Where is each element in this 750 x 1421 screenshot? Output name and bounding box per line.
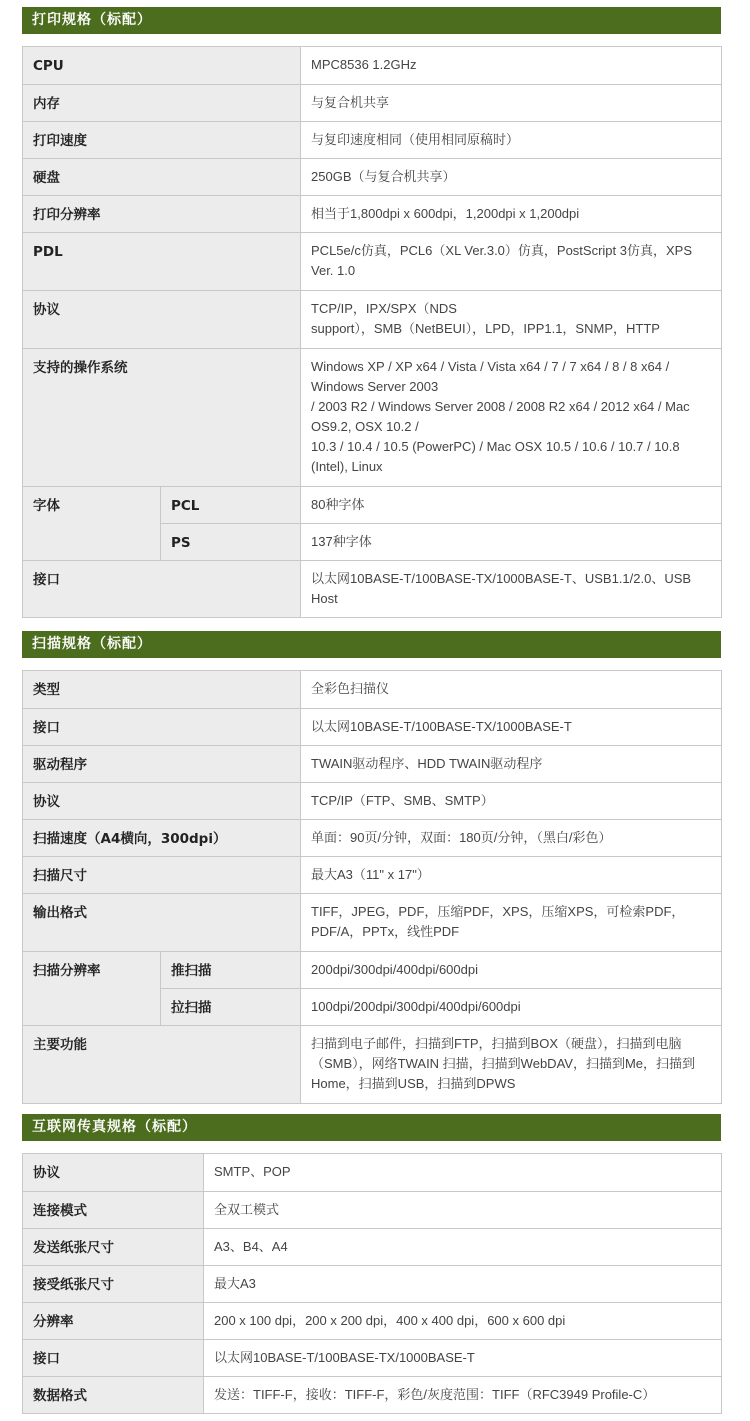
row-value: 全双工模式 — [204, 1192, 722, 1229]
table-row — [23, 746, 722, 783]
row-value: TIFF，JPEG，PDF，压缩PDF，XPS，压缩XPS，可检索PDF，PDF/A，PPTx，线性PDF — [301, 894, 722, 952]
row-label: 类型 — [23, 671, 301, 709]
table-row — [23, 894, 722, 952]
row-value: A3、B4、A4 — [204, 1229, 722, 1266]
table-row — [23, 857, 722, 894]
row-label: 协议 — [23, 783, 301, 820]
scan-spec-table — [22, 670, 722, 1104]
row-value: 最大A3（11" x 17"） — [301, 857, 722, 894]
row-label: 扫描速度（A4横向，300dpi） — [23, 820, 301, 857]
table-row — [23, 1340, 722, 1377]
row-value: 最大A3 — [204, 1266, 722, 1303]
row-value: TWAIN驱动程序、HDD TWAIN驱动程序 — [301, 746, 722, 783]
table-row — [23, 1266, 722, 1303]
print-spec-table — [22, 46, 722, 618]
row-value: 200dpi/300dpi/400dpi/600dpi — [301, 952, 722, 989]
row-value: 与复印速度相同（使用相同原稿时） — [301, 122, 722, 159]
table-row — [23, 1303, 722, 1340]
table-row — [23, 1026, 722, 1104]
row-label: PDL — [23, 233, 301, 291]
row-label: 分辨率 — [23, 1303, 204, 1340]
table-row — [23, 487, 722, 524]
row-value: 以太网10BASE-T/100BASE-TX/1000BASE-T、USB1.1/2.0、USB Host — [301, 561, 722, 618]
row-label: 支持的操作系统 — [23, 349, 301, 487]
row-value: 单面：90页/分钟，双面：180页/分钟，（黑白/彩色） — [301, 820, 722, 857]
table-row — [23, 47, 722, 85]
table-row — [23, 233, 722, 291]
table-row — [23, 349, 722, 487]
row-sublabel: 推扫描 — [161, 952, 301, 989]
table-row — [23, 1377, 722, 1414]
row-value: SMTP、POP — [204, 1154, 722, 1192]
row-value: MPC8536 1.2GHz — [301, 47, 722, 85]
table-row — [23, 671, 722, 709]
row-label: 扫描尺寸 — [23, 857, 301, 894]
row-label: 接口 — [23, 561, 301, 618]
row-value: 扫描到电子邮件，扫描到FTP，扫描到BOX（硬盘），扫描到电脑（SMB），网络TWAIN 扫描，扫描到WebDAV，扫描到Me，扫描到Home，扫描到USB，扫描到DPWS — [301, 1026, 722, 1104]
fax-spec-title: 互联网传真规格（标配） — [22, 1114, 721, 1141]
row-sublabel: PCL — [161, 487, 301, 524]
table-row — [23, 291, 722, 349]
row-value: 250GB（与复合机共享） — [301, 159, 722, 196]
row-label: 协议 — [23, 1154, 204, 1192]
row-label: 数据格式 — [23, 1377, 204, 1414]
row-label: 接受纸张尺寸 — [23, 1266, 204, 1303]
fax-spec-table — [22, 1153, 722, 1414]
row-value: PCL5e/c仿真，PCL6（XL Ver.3.0）仿真，PostScript 3仿真，XPS Ver. 1.0 — [301, 233, 722, 291]
row-label: 发送纸张尺寸 — [23, 1229, 204, 1266]
row-label: 连接模式 — [23, 1192, 204, 1229]
row-value: Windows XP / XP x64 / Vista / Vista x64 / 7 / 7 x64 / 8 / 8 x64 / Windows Server 2003 / 2003 R2 / Windows Server 2008 / 2008 R2 x64 / 2012 x64 / Mac OS9.2, OSX 10.2 / 10.3 / 10.4 / 10.5 (PowerPC) / Mac OSX 10.5 / 10.6 / 10.7 / 10.8 (Intel), Linux — [301, 349, 722, 487]
scan-spec-title: 扫描规格（标配） — [22, 631, 721, 658]
row-label: 字体 — [23, 487, 161, 561]
row-label: 接口 — [23, 1340, 204, 1377]
table-row — [23, 820, 722, 857]
print-spec-title: 打印规格（标配） — [22, 7, 721, 34]
row-value: 137种字体 — [301, 524, 722, 561]
table-row — [23, 122, 722, 159]
row-value: 相当于1,800dpi x 600dpi，1,200dpi x 1,200dpi — [301, 196, 722, 233]
row-value: 80种字体 — [301, 487, 722, 524]
row-sublabel: PS — [161, 524, 301, 561]
row-sublabel: 拉扫描 — [161, 989, 301, 1026]
row-value: 以太网10BASE-T/100BASE-TX/1000BASE-T — [301, 709, 722, 746]
row-label: 打印速度 — [23, 122, 301, 159]
table-row — [23, 952, 722, 989]
table-row — [23, 783, 722, 820]
row-label: 硬盘 — [23, 159, 301, 196]
table-row — [23, 709, 722, 746]
row-label: 驱动程序 — [23, 746, 301, 783]
table-row — [23, 1192, 722, 1229]
row-value: 200 x 100 dpi，200 x 200 dpi，400 x 400 dpi，600 x 600 dpi — [204, 1303, 722, 1340]
row-value: 100dpi/200dpi/300dpi/400dpi/600dpi — [301, 989, 722, 1026]
row-value: 发送：TIFF-F，接收：TIFF-F，彩色/灰度范围：TIFF（RFC3949 Profile-C） — [204, 1377, 722, 1414]
row-value: 与复合机共享 — [301, 85, 722, 122]
table-row — [23, 1154, 722, 1192]
row-label: CPU — [23, 47, 301, 85]
row-label: 协议 — [23, 291, 301, 349]
row-label: 接口 — [23, 709, 301, 746]
row-label: 打印分辨率 — [23, 196, 301, 233]
table-row — [23, 85, 722, 122]
row-label: 内存 — [23, 85, 301, 122]
row-label: 输出格式 — [23, 894, 301, 952]
row-value: TCP/IP（FTP、SMB、SMTP） — [301, 783, 722, 820]
table-row — [23, 1229, 722, 1266]
table-row — [23, 159, 722, 196]
row-label: 扫描分辨率 — [23, 952, 161, 1026]
table-row — [23, 561, 722, 618]
row-value: 以太网10BASE-T/100BASE-TX/1000BASE-T — [204, 1340, 722, 1377]
row-value: TCP/IP，IPX/SPX（NDS support），SMB（NetBEUI），LPD，IPP1.1，SNMP，HTTP — [301, 291, 722, 349]
row-value: 全彩色扫描仪 — [301, 671, 722, 709]
table-row — [23, 196, 722, 233]
row-label: 主要功能 — [23, 1026, 301, 1104]
